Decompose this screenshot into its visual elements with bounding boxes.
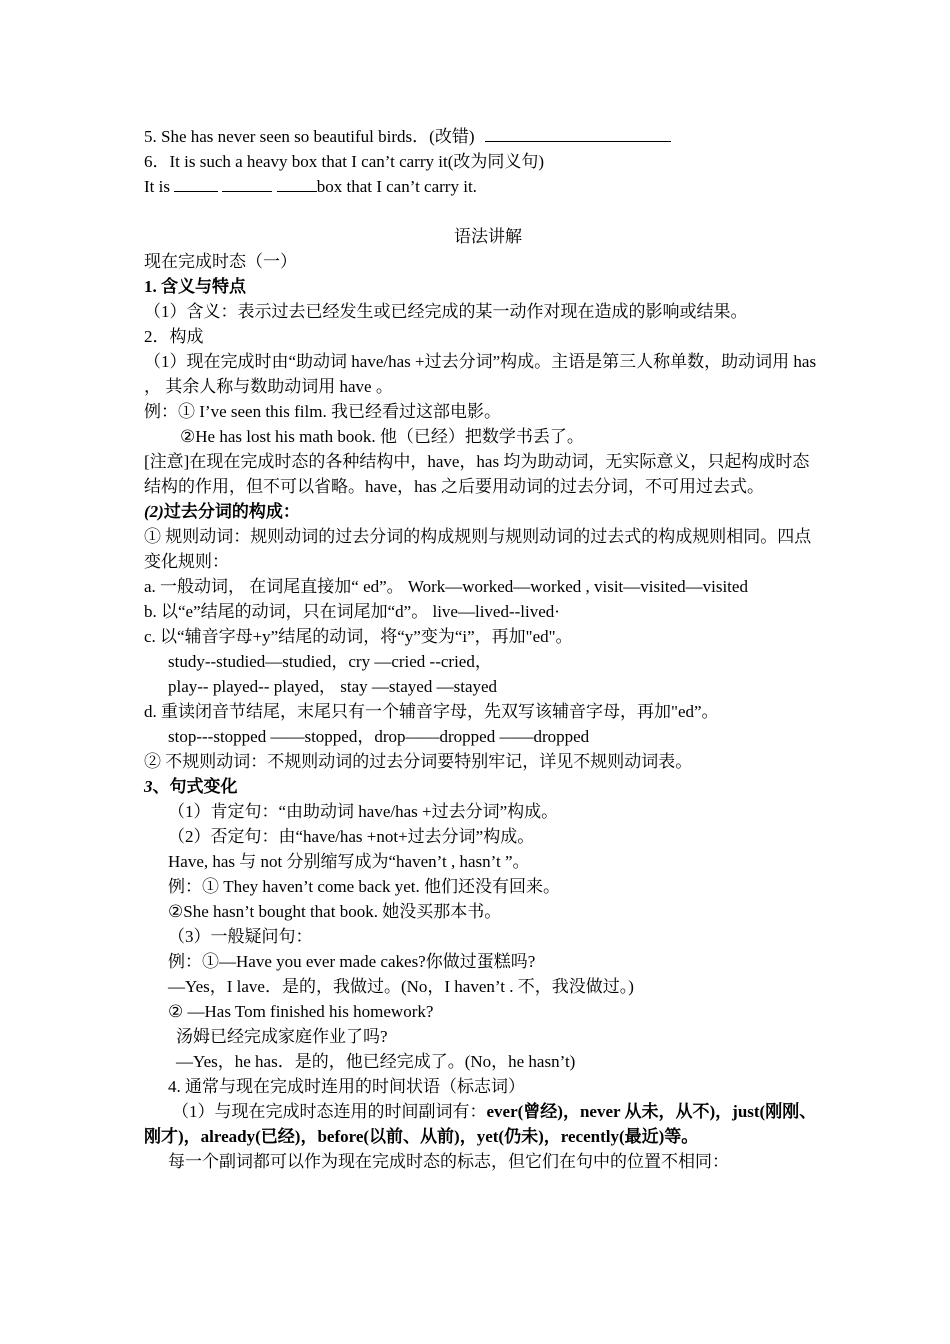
contraction: Have, has 与 not 分别缩写成为“haven’t , hasn’t ”。	[168, 852, 530, 871]
structure-note: [注意]在现在完成时态的各种结构中，have，has 均为助动词，无实际意义，只起构成时态结构的作用，但不可以省略。have，has 之后要用动词的过去分词，不可用过去式。	[144, 452, 810, 496]
exercise-6-answer	[144, 174, 824, 199]
heading-number: (2)	[144, 502, 164, 521]
time-adverbs-list: ever(曾经)，never 从未，从不)，just(刚刚、刚才)，already(已经)，before(以前、从前)，yet(仍未)，recently(最近)等。	[144, 1102, 817, 1146]
exercise-6-prefix: It is	[144, 177, 175, 196]
heading-meaning: 1. 含义与特点	[144, 277, 246, 296]
heading-text: 过去分词的构成：	[163, 502, 300, 521]
rule-d: d. 重读闭音节结尾，末尾只有一个辅音字母，先双写该辅音字母，再加"ed”。	[144, 702, 719, 721]
question-example-1-answer: —Yes，I lave．是的，我做过。(No，I haven’t . 不，我没做过。)	[168, 977, 634, 996]
negative-example-2: ②She hasn’t bought that book. 她没买那本书。	[168, 902, 502, 921]
structure-example-2: ②He has lost his math book. 他（已经）把数学书丢了。	[180, 427, 584, 446]
question: （3）一般疑问句：	[168, 927, 313, 946]
negative: （2）否定句：由“have/has +not+过去分词”构成。	[168, 827, 535, 846]
rule-a: a. 一般动词， 在词尾直接加“ ed”。 Work—worked—worked , visit—visited—visited	[144, 577, 748, 596]
rule-c-example-2: play-- played-- played， stay —stayed —stayed	[168, 677, 498, 696]
adverb-position-note: 每一个副词都可以作为现在完成时态的标志，但它们在句中的位置不相同：	[168, 1152, 729, 1171]
negative-example-1: 例：① They haven’t come back yet. 他们还没有回来。	[168, 877, 561, 896]
heading-past-participle	[144, 499, 824, 524]
affirmative: （1）肯定句：“由助动词 have/has +过去分词”构成。	[168, 802, 559, 821]
structure-text: （1）现在完成时由“助动词 have/has +过去分词”构成。主语是第三人称单数，助动词用 has ， 其余人称与数助动词用 have 。	[144, 352, 817, 396]
answer-blank[interactable]	[277, 174, 317, 192]
time-adverbs	[144, 1099, 824, 1149]
question-example-2-answer: —Yes，he has．是的，他已经完成了。(No，he hasn’t)	[176, 1052, 576, 1071]
answer-blank[interactable]	[222, 174, 272, 192]
meaning-text: （1）含义：表示过去已经发生或已经完成的某一动作对现在造成的影响或结果。	[144, 302, 748, 321]
topic-title: 现在完成时态（一）	[144, 252, 297, 271]
question-example-2: ② —Has Tom finished his homework?	[168, 1002, 434, 1021]
document-page	[144, 124, 824, 1174]
exercise-5	[144, 124, 824, 149]
exercise-5-text: 5. She has never seen so beautiful birds．(改错)	[144, 127, 479, 146]
question-example-1: 例：①—Have you ever made cakes?你做过蛋糕吗?	[168, 952, 536, 971]
exercise-6-suffix: box that I can’t carry it.	[316, 177, 477, 196]
rule-b: b. 以“e”结尾的动词，只在词尾加“d”。 live—lived--lived·	[144, 602, 560, 621]
structure-example-1: 例：① I’ve seen this film. 我已经看过这部电影。	[144, 402, 501, 421]
answer-blank[interactable]	[174, 174, 218, 192]
rule-c: c. 以“辅音字母+y”结尾的动词，将“y”变为“i”，再加"ed"。	[144, 627, 573, 646]
heading-text: 、句式变化	[152, 777, 238, 796]
regular-verbs: ① 规则动词：规则动词的过去分词的构成规则与规则动词的过去式的构成规则相同。四点变化规则：	[144, 527, 812, 571]
rule-c-example-1: study--studied—studied，cry —cried --cried，	[168, 652, 492, 671]
exercise-6: 6．It is such a heavy box that I can’t carry it(改为同义句)	[144, 152, 545, 171]
rule-d-example: stop---stopped ——stopped，drop——dropped ——dropped	[168, 727, 590, 746]
heading-structure: 2．构成	[144, 327, 204, 346]
time-adverbs-intro: （1）与现在完成时态连用的时间副词有：	[172, 1102, 487, 1121]
answer-blank[interactable]	[485, 124, 671, 142]
heading-number: 3	[144, 777, 153, 796]
heading-time-adverbials: 4. 通常与现在完成时连用的时间状语（标志词）	[168, 1077, 525, 1096]
question-example-2-translation: 汤姆已经完成家庭作业了吗?	[176, 1027, 388, 1046]
irregular-verbs: ② 不规则动词：不规则动词的过去分词要特别牢记，详见不规则动词表。	[144, 752, 693, 771]
heading-sentence-forms	[144, 774, 824, 799]
section-title: 语法讲解	[454, 227, 522, 246]
